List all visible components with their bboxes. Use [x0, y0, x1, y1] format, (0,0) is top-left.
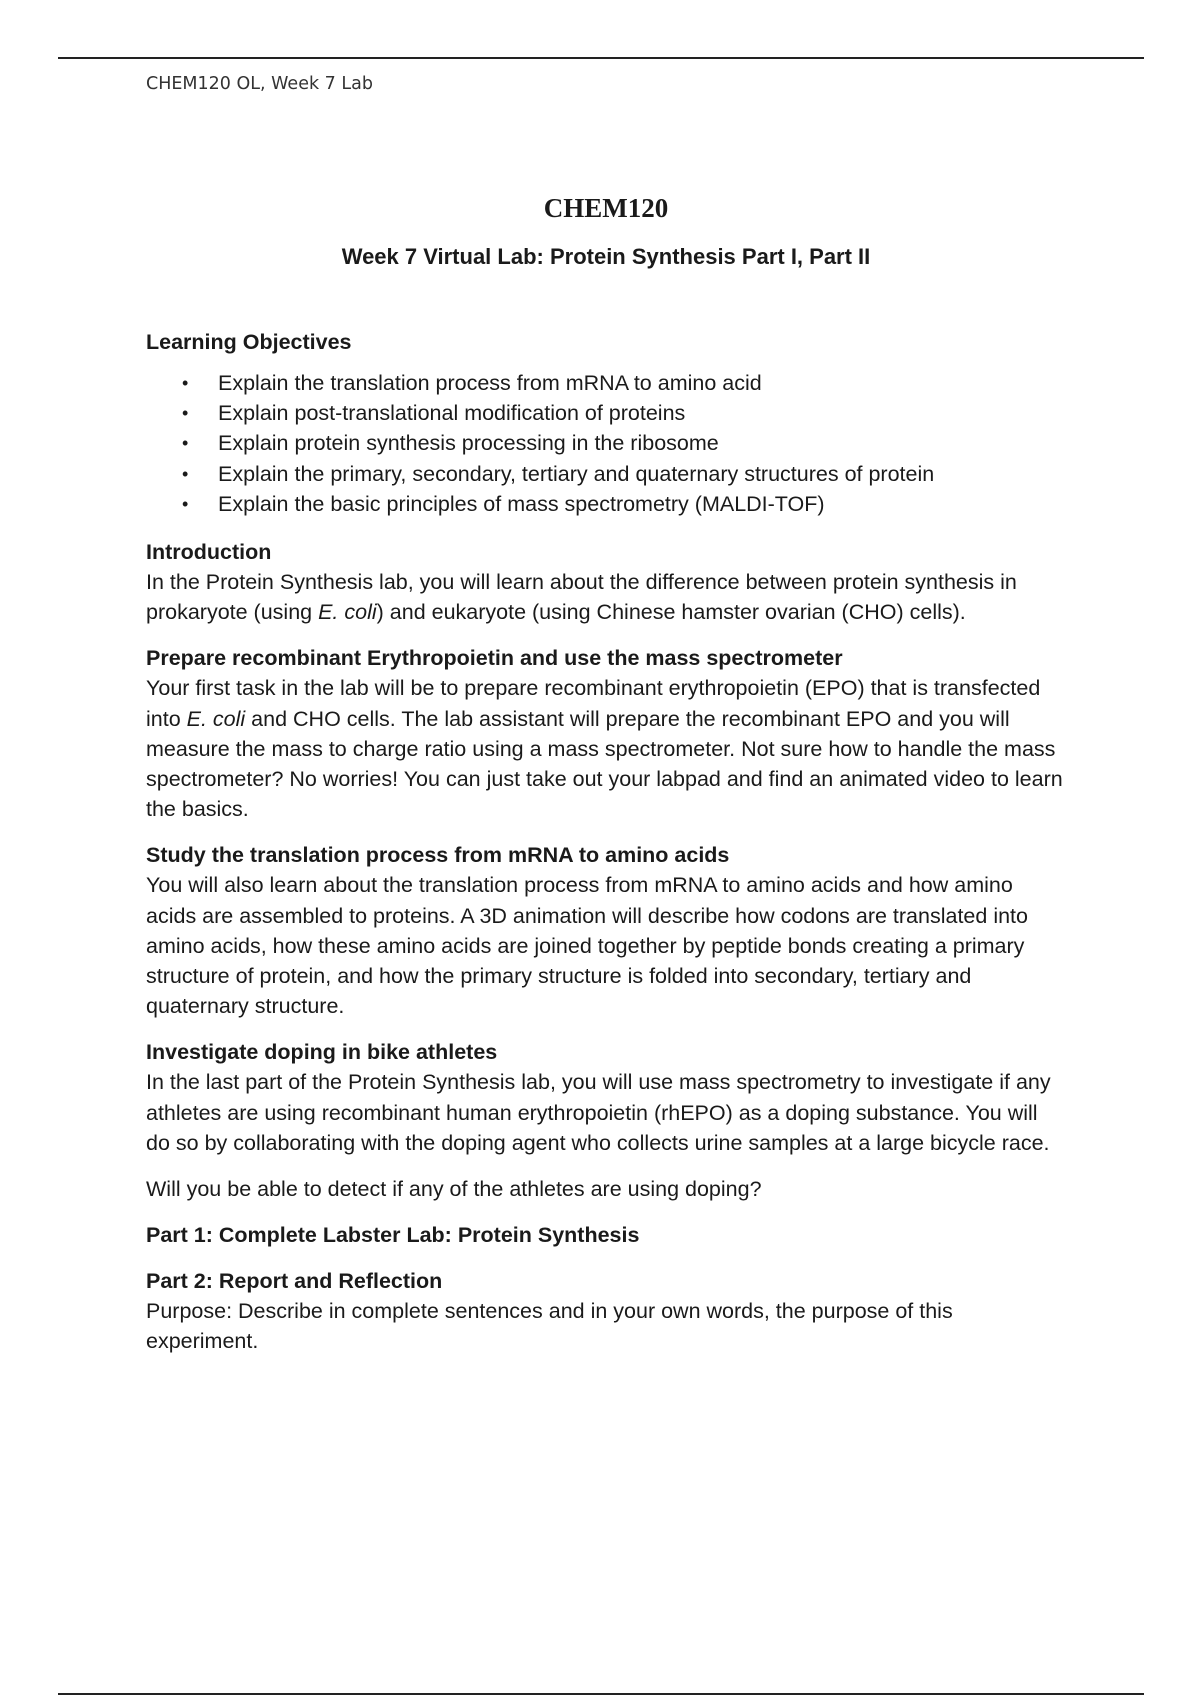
list-item: • Explain post-translational modification of proteins: [146, 398, 1066, 428]
part2-section: [146, 1266, 1066, 1356]
document-body: [146, 190, 1066, 1373]
learning-objectives-heading: Learning Objectives: [146, 330, 352, 354]
doping-heading: Investigate doping in bike athletes: [146, 1040, 498, 1065]
prepare-text: Your first task in the lab will be to prepare recombinant erythropoietin (EPO) that is transfected into E. coli and CHO cells. The lab assistant will prepare the recombinant EPO and you will measure the mass to charge ratio using a mass spectrometer. Not sure how to handle the mass spectrometer? No worries! You can just take out your labpad and find an animated video to learn the basics.: [146, 676, 1063, 822]
footer-rule: [58, 1693, 1144, 1695]
document-title: CHEM120: [543, 193, 669, 223]
translation-section: [146, 840, 1066, 1021]
list-item: • Explain protein synthesis processing in the ribosome: [146, 428, 1066, 458]
bullet-icon: •: [182, 373, 189, 393]
bullet-icon: •: [182, 433, 189, 454]
list-item: • Explain the primary, secondary, tertiary and quaternary structures of protein: [146, 459, 1066, 489]
bullet-icon: •: [182, 403, 189, 424]
bullet-icon: •: [182, 463, 189, 484]
list-item: • Explain the basic principles of mass spectrometry (MALDI-TOF): [146, 489, 1066, 519]
part2-heading: Part 2: Report and Reflection: [146, 1269, 443, 1294]
translation-text: You will also learn about the translation process from mRNA to amino acids and how amino acids are assembled to proteins. A 3D animation will describe how codons are translated into amino acids, how these amino acids are joined together by peptide bonds creating a primary structure of protein, and how the primary structure is folded into secondary, tertiary and quaternary structure.: [146, 873, 1028, 1019]
part1-heading: Part 1: Complete Labster Lab: Protein Synthesis: [146, 1223, 640, 1248]
running-header: CHEM120 OL, Week 7 Lab: [146, 74, 373, 94]
header-rule: [58, 57, 1144, 59]
doping-section: [146, 1037, 1066, 1204]
doping-text: In the last part of the Protein Synthesis lab, you will use mass spectrometry to investigate if any athletes are using recombinant human erythropoietin (rhEPO) as a doping substance. You will do so by collaborating with the doping agent who collects urine samples at a large bicycle race.: [146, 1070, 1051, 1155]
bullet-icon: •: [182, 493, 189, 514]
introduction-section: [146, 537, 1066, 627]
translation-heading: Study the translation process from mRNA to amino acids: [146, 843, 730, 868]
doping-question: Will you be able to detect if any of the athletes are using doping?: [146, 1177, 762, 1202]
introduction-heading: Introduction: [146, 540, 272, 565]
prepare-heading: Prepare recombinant Erythropoietin and use the mass spectrometer: [146, 646, 843, 671]
part2-text: Purpose: Describe in complete sentences and in your own words, the purpose of this experiment.: [146, 1299, 953, 1354]
introduction-text: In the Protein Synthesis lab, you will learn about the difference between protein synthesis in prokaryote (using E. coli) and eukaryote (using Chinese hamster ovarian (CHO) cells).: [146, 570, 1017, 625]
learning-objectives-list: [146, 368, 1066, 519]
prepare-section: [146, 643, 1066, 824]
document-subtitle: Week 7 Virtual Lab: Protein Synthesis Part I, Part II: [341, 244, 871, 269]
list-item: • Explain the translation process from mRNA to amino acid: [146, 368, 1066, 398]
part1-section: [146, 1220, 1066, 1250]
